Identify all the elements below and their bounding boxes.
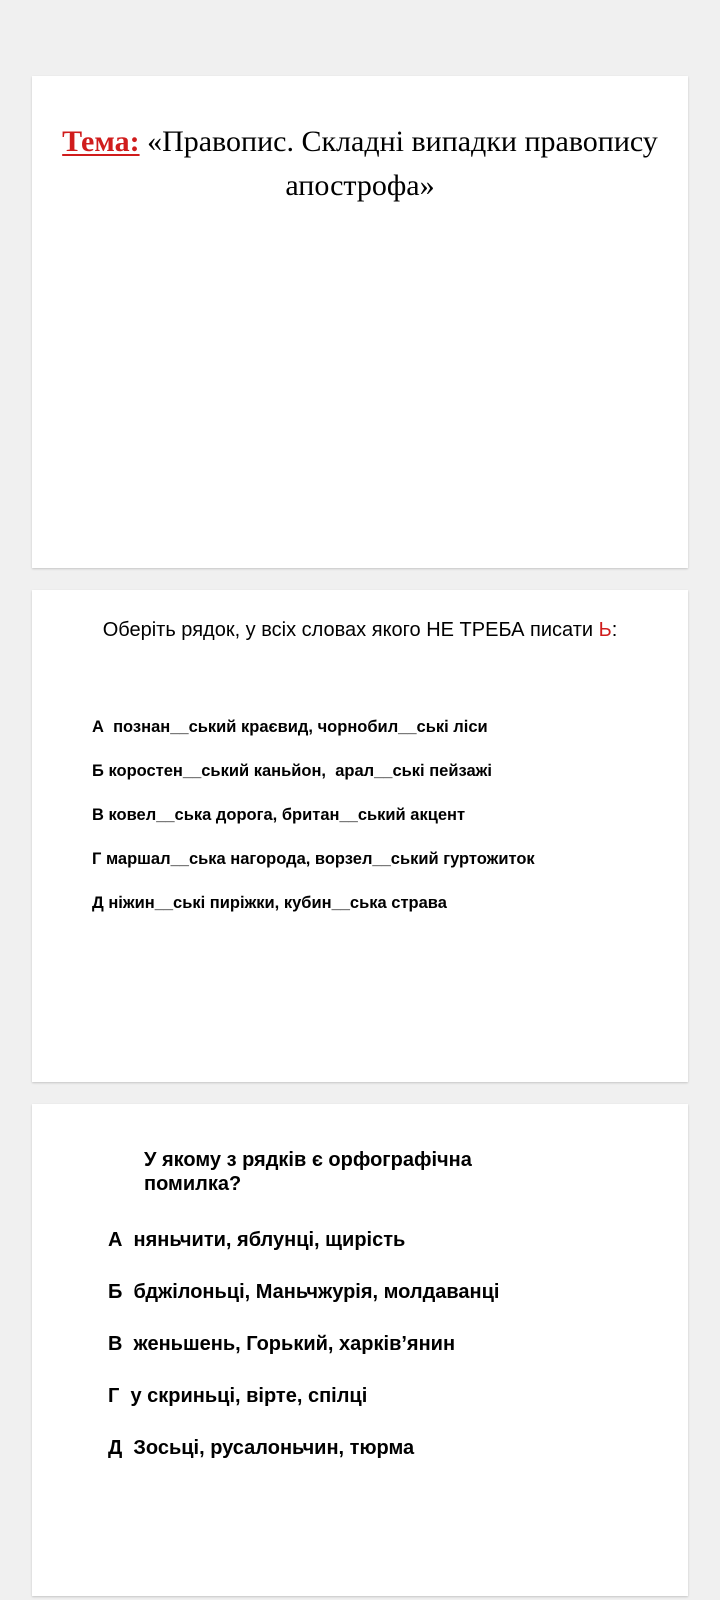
option-h: Г маршал__ська нагорода, ворзел__ський гуртожиток: [92, 850, 535, 868]
slide-question-spelling-error: [32, 1104, 688, 1596]
option-v: В женьшень, Горький, харків’янин: [108, 1333, 456, 1355]
slide-topic: [32, 76, 688, 568]
question-accent-letter: Ь: [598, 619, 612, 641]
page-title: [32, 120, 688, 208]
option-d: Д ніжин__ські пиріжки, кубин__ська страва: [92, 894, 447, 912]
slide-question-soft-sign: [32, 590, 688, 1082]
option-v: В ковел__ська дорога, британ__ський акцент: [92, 806, 466, 824]
option-b: Б коростен__ський каньйон, арал__ські пейзажі: [92, 762, 492, 780]
question-end: :: [611, 619, 618, 641]
answer-options-soft-sign: [92, 718, 572, 938]
option-a: А няньчити, яблунці, щирість: [108, 1229, 406, 1251]
title-text: «Правопис. Складні випадки правопису апострофа»: [139, 125, 658, 202]
question-soft-sign: [32, 616, 688, 644]
option-a: А познан__ський краєвид, чорнобил__ські ліси: [92, 718, 488, 736]
question-spelling-error: У якому з рядків є орфографічна помилка?: [144, 1149, 472, 1195]
answer-options-spelling: [108, 1228, 528, 1488]
question-text: Оберіть рядок, у всіх словах якого НЕ ТРЕБА писати: [102, 619, 599, 641]
option-d: Д Зосьці, русалоньчин, тюрма: [108, 1437, 415, 1459]
option-b: Б бджілоньці, Маньчжурія, молдаванці: [108, 1281, 500, 1303]
option-h: Г у скриньці, вірте, спілці: [108, 1385, 368, 1407]
title-label: Тема:: [62, 125, 140, 158]
